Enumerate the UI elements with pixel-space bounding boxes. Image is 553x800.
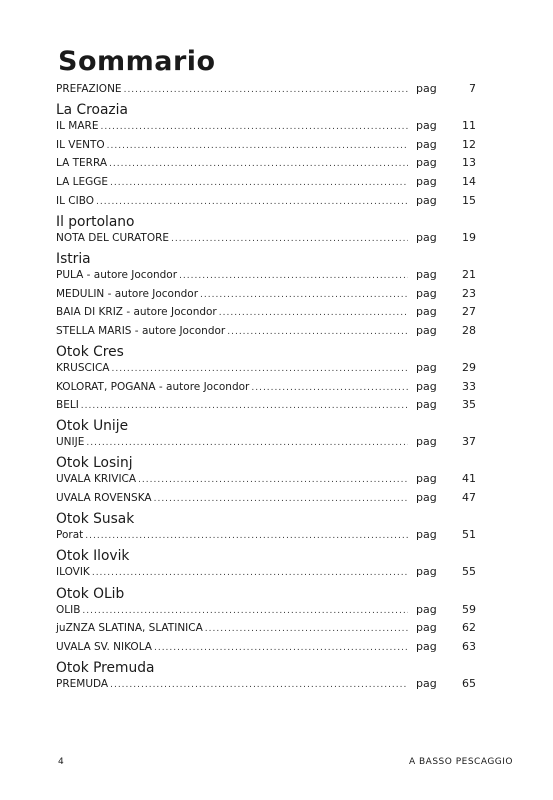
pag-label: pag (416, 602, 437, 616)
page-number: 21 (462, 267, 476, 281)
page-number: 7 (469, 82, 476, 95)
page-number: 62 (462, 621, 476, 635)
pag-label: pag (416, 323, 437, 337)
section-title: Il portolano (56, 213, 135, 230)
table-of-contents (56, 82, 476, 696)
page-number: 41 (462, 472, 476, 486)
toc-entry (56, 472, 476, 491)
toc-entry (56, 565, 476, 584)
pag-label: pag (416, 379, 437, 393)
pag-label: pag (416, 119, 437, 133)
page-number: 37 (462, 435, 476, 449)
page-number: 47 (462, 491, 476, 505)
toc-section-heading (56, 417, 476, 436)
pag-label: pag (416, 677, 437, 690)
dot-leader (96, 197, 408, 207)
toc-entry (56, 194, 476, 213)
toc-entry (56, 398, 476, 417)
toc-entry (56, 119, 476, 138)
dot-leader (109, 159, 408, 169)
toc-entry (56, 491, 476, 510)
section-title: Otok Susak (56, 511, 135, 528)
page-number: 63 (462, 639, 476, 653)
pag-label: pag (416, 267, 437, 281)
entry-title: BELI (56, 399, 79, 412)
section-title: Otok Losinj (56, 455, 133, 472)
dot-leader (100, 122, 408, 132)
dot-leader (92, 568, 408, 578)
dot-leader (110, 680, 408, 690)
page-number: 29 (462, 360, 476, 374)
entry-title: IL VENTO (56, 138, 105, 151)
page-number: 28 (462, 323, 476, 337)
page-number: 23 (462, 286, 476, 300)
pag-label: pag (416, 621, 437, 635)
dot-leader (110, 178, 408, 188)
page-number: 15 (462, 193, 476, 207)
entry-title: juZNZA SLATINA, SLATINICA (56, 622, 203, 635)
page-number: 65 (462, 677, 476, 690)
dot-leader (251, 383, 408, 393)
dot-leader (124, 85, 408, 95)
dot-leader (86, 438, 408, 448)
toc-section-heading (56, 342, 476, 361)
toc-section-heading (56, 101, 476, 120)
pag-label: pag (416, 193, 437, 207)
toc-section-heading (56, 454, 476, 473)
toc-section-heading (56, 584, 476, 603)
page-number: 51 (462, 528, 476, 542)
pag-label: pag (416, 82, 437, 95)
toc-section-heading (56, 658, 476, 677)
section-title: Otok Unije (56, 418, 129, 435)
dot-leader (107, 141, 408, 151)
entry-title: IL MARE (56, 120, 99, 133)
toc-entry (56, 268, 476, 287)
dot-leader (179, 271, 408, 281)
toc-section-heading (56, 510, 476, 529)
entry-title: LA TERRA (56, 157, 108, 170)
page-number: 14 (462, 174, 476, 188)
toc-entry (56, 435, 476, 454)
dot-leader (82, 606, 408, 616)
page-number: 55 (462, 565, 476, 579)
section-title: Otok Ilovik (56, 548, 130, 565)
pag-label: pag (416, 528, 437, 542)
pag-label: pag (416, 398, 437, 412)
toc-section-heading (56, 547, 476, 566)
toc-entry (56, 677, 476, 696)
entry-title: BAIA DI KRIZ - autore Jocondor (56, 306, 217, 319)
toc-entry (56, 621, 476, 640)
toc-entry (56, 640, 476, 659)
pag-label: pag (416, 137, 437, 151)
entry-title: OLIB (56, 603, 81, 616)
page-number: 35 (462, 398, 476, 412)
entry-title: STELLA MARIS - autore Jocondor (56, 324, 226, 337)
toc-entry (56, 380, 476, 399)
toc-entry (56, 287, 476, 306)
page-number: 27 (462, 305, 476, 319)
page-number: 33 (462, 379, 476, 393)
section-title: Istria (56, 250, 91, 267)
entry-title: ILOVIK (56, 566, 90, 579)
dot-leader (138, 475, 408, 485)
toc-entry (56, 231, 476, 250)
page-title: Sommario (58, 46, 216, 77)
toc-entry (56, 156, 476, 175)
page-number: 12 (462, 137, 476, 151)
page-number: 19 (462, 230, 476, 244)
entry-title: MEDULIN - autore Jocondor (56, 287, 199, 300)
pag-label: pag (416, 156, 437, 170)
dot-leader (205, 624, 408, 634)
dot-leader (154, 494, 408, 504)
section-title: Otok Cres (56, 343, 124, 360)
footer-page-number: 4 (58, 757, 65, 767)
section-title: La Croazia (56, 102, 128, 119)
pag-label: pag (416, 174, 437, 188)
toc-entry (56, 175, 476, 194)
toc-section-heading (56, 212, 476, 231)
toc-entry (56, 138, 476, 157)
dot-leader (227, 327, 408, 337)
dot-leader (200, 290, 408, 300)
page-number: 13 (462, 156, 476, 170)
pag-label: pag (416, 230, 437, 244)
pag-label: pag (416, 305, 437, 319)
entry-title: NOTA DEL CURATORE (56, 231, 170, 244)
toc-entry (56, 528, 476, 547)
entry-title: LA LEGGE (56, 175, 109, 188)
pag-label: pag (416, 491, 437, 505)
toc-entry (56, 324, 476, 343)
entry-title: UVALA ROVENSKA (56, 492, 152, 505)
dot-leader (171, 234, 408, 244)
dot-leader (154, 643, 408, 653)
dot-leader (85, 531, 408, 541)
toc-entry (56, 603, 476, 622)
dot-leader (81, 401, 408, 411)
entry-title: PREFAZIONE (56, 83, 122, 95)
toc-section-heading (56, 249, 476, 268)
entry-title: UVALA SV. NIKOLA (56, 640, 152, 653)
entry-title: PREMUDA (56, 678, 109, 690)
toc-entry (56, 361, 476, 380)
toc-entry (56, 305, 476, 324)
page-number: 11 (462, 119, 476, 133)
pag-label: pag (416, 286, 437, 300)
pag-label: pag (416, 639, 437, 653)
page-number: 59 (462, 602, 476, 616)
section-title: Otok OLib (56, 585, 125, 602)
footer-book-title: A BASSO PESCAGGIO (408, 757, 513, 767)
pag-label: pag (416, 360, 437, 374)
pag-label: pag (416, 565, 437, 579)
entry-title: Porat (56, 529, 84, 542)
dot-leader (219, 308, 408, 318)
entry-title: UVALA KRIVICA (56, 473, 137, 486)
section-title: Otok Premuda (56, 660, 155, 676)
pag-label: pag (416, 435, 437, 449)
entry-title: UNIJE (56, 436, 85, 449)
pag-label: pag (416, 472, 437, 486)
entry-title: KRUSCICA (56, 361, 110, 374)
entry-title: PULA - autore Jocondor (56, 268, 178, 281)
entry-title: KOLORAT, POGANA - autore Jocondor (56, 380, 250, 393)
toc-entry (56, 82, 476, 101)
entry-title: IL CIBO (56, 194, 94, 207)
dot-leader (111, 364, 408, 374)
